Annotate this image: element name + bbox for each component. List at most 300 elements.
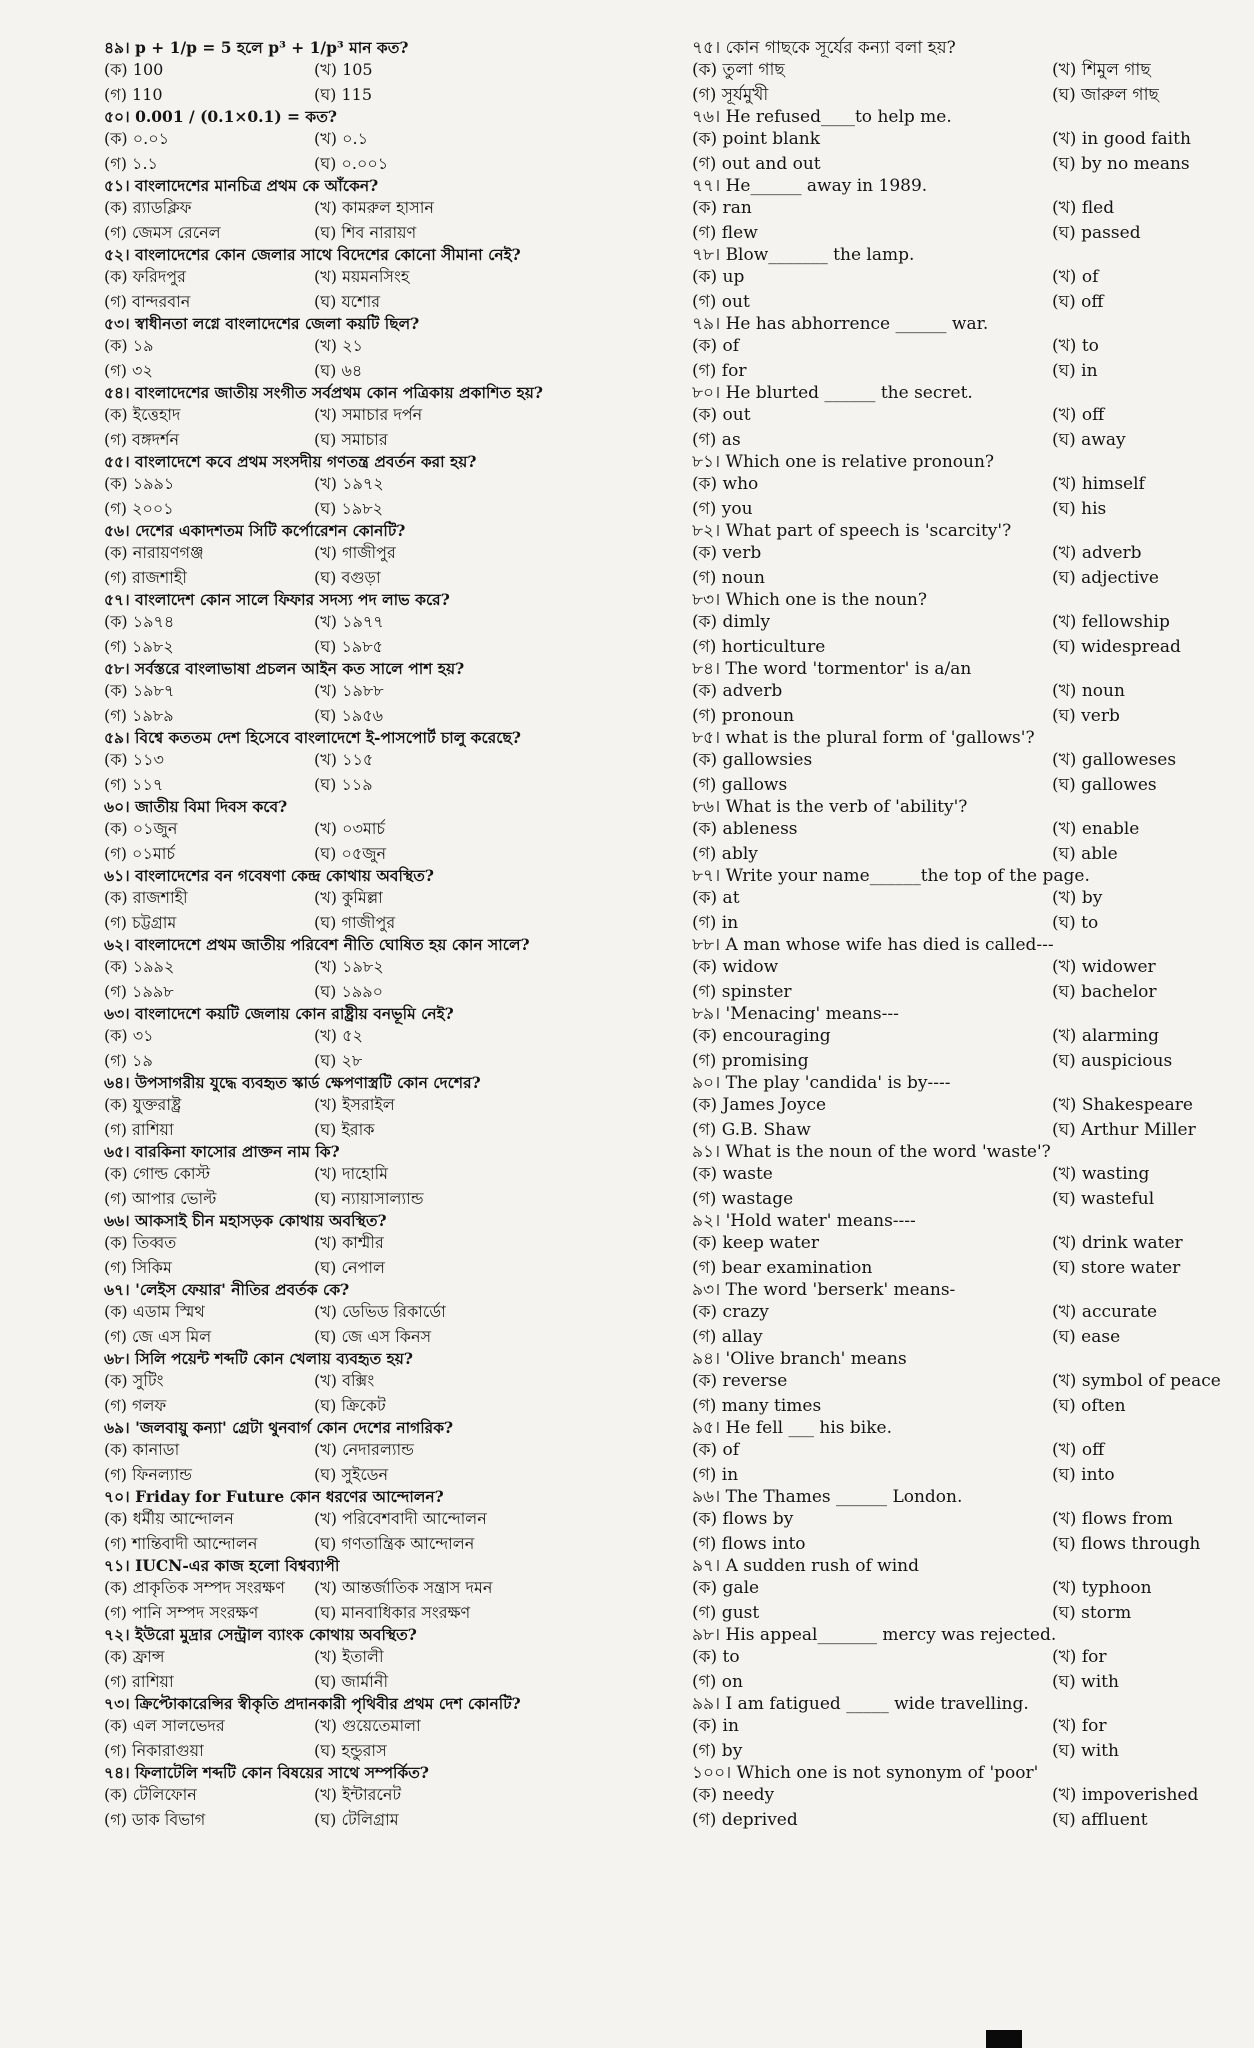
- option-text: (ঘ) ক্রিকেট: [314, 1395, 386, 1415]
- option-text: (ঘ) ease: [1052, 1326, 1121, 1347]
- question-item: [692, 935, 1212, 1004]
- options-grid: [104, 679, 684, 728]
- question-item: [104, 728, 684, 797]
- option-text: (ক) রাজশাহী: [104, 888, 188, 907]
- option-text: (ঘ) জার্মানী: [314, 1671, 389, 1691]
- question-item: [104, 1556, 684, 1625]
- options-grid: [104, 334, 684, 383]
- options-grid: [104, 1093, 684, 1142]
- option-text: (গ) ১৯৮৯: [104, 705, 174, 725]
- option-text: (ঘ) সমাচার: [314, 429, 388, 449]
- question-text: ৬১। বাংলাদেশের বন গবেষণা কেন্দ্র কোথায় অবস্থিত?: [104, 866, 434, 885]
- question-item: [104, 38, 684, 107]
- question-item: [104, 1142, 684, 1211]
- question-item: [692, 1004, 1212, 1073]
- options-grid: [104, 817, 684, 866]
- option-text: (খ) in good faith: [1052, 129, 1191, 149]
- option-text: (ঘ) ১৯৫৬: [314, 705, 384, 725]
- option-text: (ঘ) store water: [1052, 1257, 1181, 1278]
- options-grid: [104, 748, 684, 797]
- option-text: (ঘ) auspicious: [1052, 1050, 1173, 1071]
- option-text: (ঘ) টেলিগ্রাম: [314, 1809, 399, 1829]
- option-text: (ক) dimly: [692, 612, 771, 632]
- option-text: (ক) 100: [104, 60, 164, 79]
- question-item: [692, 1418, 1212, 1487]
- question-item: [104, 452, 684, 521]
- option-text: (ক) to: [692, 1647, 740, 1667]
- option-text: (খ) noun: [1052, 681, 1125, 701]
- question-item: [104, 245, 684, 314]
- option-text: (ক) যুক্তরাষ্ট্র: [104, 1095, 182, 1114]
- option-text: (ঘ) হন্ডুরাস: [314, 1740, 387, 1760]
- option-text: (ক) needy: [692, 1785, 775, 1805]
- option-text: (ঘ) his: [1052, 498, 1107, 519]
- option-text: (গ) আপার ভোল্ট: [104, 1188, 217, 1208]
- question-text: ৭৩। ক্রিপ্টোকারেন্সির স্বীকৃতি প্রদানকারী পৃথিবীর প্রথম দেশ কোনটি?: [104, 1694, 521, 1713]
- question-item: [104, 797, 684, 866]
- option-text: (গ) নিকারাগুয়া: [104, 1740, 204, 1760]
- question-text: ৫৩। স্বাধীনতা লগ্নে বাংলাদেশের জেলা কয়টি ছিল?: [104, 314, 420, 333]
- option-text: (ঘ) verb: [1052, 705, 1120, 726]
- option-text: (গ) gallows: [692, 774, 788, 795]
- options-grid: [692, 817, 1212, 866]
- question-item: [104, 1763, 684, 1832]
- option-text: (ক) ফ্রান্স: [104, 1647, 165, 1666]
- question-text: ৮৭। Write your name______the top of the page.: [692, 866, 1090, 886]
- question-text: ৪৯। p + 1/p = 5 হলে p³ + 1/p³ মান কত?: [104, 38, 409, 57]
- option-text: (খ) by: [1052, 888, 1103, 908]
- option-text: (ঘ) wasteful: [1052, 1188, 1155, 1209]
- option-text: (ক) James Joyce: [692, 1095, 827, 1115]
- option-text: (গ) in: [692, 912, 739, 933]
- option-text: (গ) gust: [692, 1602, 760, 1623]
- question-text: ৬৫। বারকিনা ফাসোর প্রাক্তন নাম কি?: [104, 1142, 340, 1161]
- question-text: ৮০। He blurted ______ the secret.: [692, 383, 973, 403]
- question-text: ৮৫। what is the plural form of 'gallows'?: [692, 728, 1035, 748]
- options-grid: [104, 127, 684, 176]
- option-text: (ঘ) ১৯৯০: [314, 981, 384, 1001]
- question-text: ৫৫। বাংলাদেশে কবে প্রথম সংসদীয় গণতন্ত্র প্রবর্তন করা হয়?: [104, 452, 477, 471]
- option-text: (ঘ) storm: [1052, 1602, 1132, 1623]
- option-text: (ঘ) adjective: [1052, 567, 1159, 588]
- question-item: [692, 1349, 1221, 1418]
- question-text: ৫০। 0.001 / (0.1×0.1) = কত?: [104, 107, 337, 126]
- option-text: (ক) গোল্ড কোস্ট: [104, 1164, 211, 1183]
- option-text: (ঘ) ১৯৮২: [314, 498, 384, 518]
- option-text: (ক) keep water: [692, 1233, 819, 1253]
- question-text: ১০০। Which one is not synonym of 'poor': [692, 1763, 1039, 1783]
- options-grid: [692, 886, 1212, 935]
- option-text: (গ) wastage: [692, 1188, 794, 1209]
- options-grid: [692, 1645, 1212, 1694]
- question-item: [692, 866, 1212, 935]
- question-item: [692, 1142, 1212, 1211]
- question-item: [692, 659, 1212, 728]
- question-item: [692, 797, 1212, 866]
- question-item: [104, 1694, 684, 1763]
- options-grid: [692, 1714, 1212, 1763]
- option-text: (খ) ইন্টারনেট: [314, 1785, 402, 1804]
- option-text: (ক) তিব্বত: [104, 1233, 177, 1252]
- option-text: (গ) spinster: [692, 981, 792, 1002]
- options-grid: [104, 1162, 684, 1211]
- question-item: [692, 1763, 1212, 1832]
- option-text: (ক) ৩১: [104, 1026, 154, 1045]
- option-text: (ঘ) গাজীপুর: [314, 912, 396, 932]
- options-grid: [104, 1231, 684, 1280]
- question-text: ৬৭। 'লেইস ফেয়ার' নীতির প্রবর্তক কে?: [104, 1280, 350, 1299]
- option-text: (ক) এল সালভেদর: [104, 1716, 225, 1735]
- question-text: ৭৫। কোন গাছকে সূর্যের কন্যা বলা হয়?: [692, 38, 956, 58]
- option-text: (গ) সিকিম: [104, 1257, 172, 1277]
- option-text: (ঘ) সুইডেন: [314, 1464, 389, 1484]
- question-item: [692, 1487, 1212, 1556]
- option-text: (ঘ) flows through: [1052, 1533, 1201, 1554]
- question-text: ৯৭। A sudden rush of wind: [692, 1556, 920, 1576]
- option-text: (খ) ০৩মার্চ: [314, 819, 386, 838]
- option-text: (ক) ফরিদপুর: [104, 267, 186, 286]
- option-text: (খ) কাশ্মীর: [314, 1233, 384, 1252]
- option-text: (ক) of: [692, 1440, 740, 1460]
- option-text: (ক) র‍্যাডক্লিফ: [104, 198, 192, 217]
- question-item: [692, 107, 1212, 176]
- option-text: (খ) fled: [1052, 198, 1115, 218]
- question-item: [104, 1073, 684, 1142]
- option-text: (গ) by: [692, 1740, 743, 1761]
- option-text: (গ) many times: [692, 1395, 822, 1416]
- option-text: (খ) ৫২: [314, 1026, 363, 1045]
- option-text: (ক) adverb: [692, 681, 783, 701]
- option-text: (খ) 105: [314, 60, 373, 79]
- question-item: [692, 1694, 1212, 1763]
- options-grid: [692, 334, 1212, 383]
- option-text: (খ) enable: [1052, 819, 1140, 839]
- option-text: (খ) গাজীপুর: [314, 543, 396, 562]
- option-text: (খ) কুমিল্লা: [314, 888, 383, 907]
- question-text: ৬০। জাতীয় বিমা দিবস কবে?: [104, 797, 288, 816]
- option-text: (খ) ১৯৮২: [314, 957, 384, 976]
- option-text: (ক) নারায়ণগঞ্জ: [104, 543, 204, 562]
- corner-mark: [986, 2030, 1022, 2048]
- options-grid: [692, 1093, 1212, 1142]
- option-text: (খ) ইতালী: [314, 1647, 384, 1666]
- option-text: (ক) at: [692, 888, 740, 908]
- option-text: (ঘ) with: [1052, 1671, 1119, 1692]
- option-text: (ঘ) 115: [314, 84, 372, 104]
- option-text: (ক) gale: [692, 1578, 760, 1598]
- option-text: (ক) of: [692, 336, 740, 356]
- question-item: [104, 1280, 684, 1349]
- question-text: ৮১। Which one is relative pronoun?: [692, 452, 995, 472]
- option-text: (খ) himself: [1052, 474, 1145, 494]
- option-text: (গ) গলফ: [104, 1395, 167, 1415]
- option-text: (ঘ) গণতান্ত্রিক আন্দোলন: [314, 1533, 475, 1553]
- option-text: (ঘ) ইরাক: [314, 1119, 375, 1139]
- question-item: [104, 1349, 684, 1418]
- options-grid: [104, 1024, 684, 1073]
- question-text: ৭৪। ফিলাটেলি শব্দটি কোন বিষয়ের সাথে সম্পর্কিত?: [104, 1763, 430, 1782]
- question-item: [104, 383, 684, 452]
- option-text: (ক) ১৯৭৪: [104, 612, 175, 631]
- options-grid: [692, 472, 1212, 521]
- option-text: (খ) ২১: [314, 336, 363, 355]
- question-text: ৬৬। আকসাই চীন মহাসড়ক কোথায় অবস্থিত?: [104, 1211, 387, 1230]
- options-grid: [692, 403, 1212, 452]
- options-grid: [692, 196, 1212, 245]
- option-text: (গ) জে এস মিল: [104, 1326, 212, 1346]
- options-grid: [692, 955, 1212, 1004]
- question-item: [104, 521, 684, 590]
- option-text: (ঘ) in: [1052, 360, 1098, 381]
- option-text: (ঘ) with: [1052, 1740, 1119, 1761]
- option-text: (ঘ) ০.০০১: [314, 153, 389, 173]
- option-text: (ক) ১৯: [104, 336, 154, 355]
- question-text: ৭৭। He______ away in 1989.: [692, 176, 928, 196]
- options-grid: [692, 610, 1212, 659]
- question-item: [104, 1625, 684, 1694]
- question-text: ৭০। Friday for Future কোন ধরণের আন্দোলন?: [104, 1487, 444, 1506]
- question-text: ৯৬। The Thames ______ London.: [692, 1487, 963, 1507]
- options-grid: [692, 748, 1212, 797]
- options-grid: [104, 58, 684, 107]
- option-text: (খ) symbol of peace: [1052, 1371, 1221, 1391]
- option-text: (ঘ) ০৫জুন: [314, 843, 387, 863]
- question-text: ৯১। What is the noun of the word 'waste'?: [692, 1142, 1051, 1162]
- options-grid: [692, 1783, 1212, 1832]
- question-item: [692, 176, 1212, 245]
- question-text: ৯০। The play 'candida' is by----: [692, 1073, 951, 1093]
- option-text: (ঘ) affluent: [1052, 1809, 1148, 1830]
- option-text: (ক) ১৯৯১: [104, 474, 175, 493]
- question-item: [692, 314, 1212, 383]
- option-text: (ক) ১১৩: [104, 750, 164, 769]
- question-item: [692, 1625, 1212, 1694]
- option-text: (ঘ) often: [1052, 1395, 1126, 1416]
- option-text: (গ) রাজশাহী: [104, 567, 187, 587]
- option-text: (ঘ) ১৯৮৫: [314, 636, 383, 656]
- option-text: (খ) ১৯৭২: [314, 474, 384, 493]
- question-item: [104, 314, 684, 383]
- option-text: (গ) flows into: [692, 1533, 806, 1554]
- option-text: (গ) ১.১: [104, 153, 158, 173]
- options-grid: [692, 1576, 1212, 1625]
- options-grid: [692, 1369, 1221, 1418]
- option-text: (গ) রাশিয়া: [104, 1119, 174, 1139]
- question-text: ৫৪। বাংলাদেশের জাতীয় সংগীত সর্বপ্রথম কোন পত্রিকায় প্রকাশিত হয়?: [104, 383, 543, 402]
- option-text: (ক) সুটিং: [104, 1371, 164, 1390]
- option-text: (গ) in: [692, 1464, 739, 1485]
- option-text: (খ) of: [1052, 267, 1099, 287]
- option-text: (ক) ableness: [692, 819, 798, 839]
- options-grid: [692, 127, 1212, 176]
- options-grid: [692, 679, 1212, 728]
- options-grid: [104, 541, 684, 590]
- option-text: (গ) বান্দরবান: [104, 291, 191, 311]
- option-text: (খ) off: [1052, 405, 1105, 425]
- option-text: (গ) noun: [692, 567, 765, 588]
- option-text: (ক) ধর্মীয় আন্দোলন: [104, 1509, 234, 1528]
- question-item: [692, 1280, 1212, 1349]
- options-grid: [104, 1714, 684, 1763]
- option-text: (ক) verb: [692, 543, 762, 563]
- question-text: ৯৪। 'Olive branch' means: [692, 1349, 907, 1369]
- question-item: [104, 107, 684, 176]
- option-text: (খ) off: [1052, 1440, 1105, 1460]
- option-text: (ঘ) able: [1052, 843, 1118, 864]
- question-item: [692, 1556, 1212, 1625]
- option-text: (ঘ) into: [1052, 1464, 1115, 1485]
- option-text: (ক) in: [692, 1716, 739, 1736]
- question-text: ৯৩। The word 'berserk' means-: [692, 1280, 956, 1300]
- question-item: [104, 176, 684, 245]
- option-text: (খ) দাহোমি: [314, 1164, 389, 1183]
- option-text: (ক) gallowsies: [692, 750, 813, 770]
- option-text: (গ) ১৯৮২: [104, 636, 174, 656]
- option-text: (খ) বক্সিং: [314, 1371, 375, 1390]
- option-text: (গ) on: [692, 1671, 743, 1692]
- option-text: (গ) ১১৭: [104, 774, 164, 794]
- option-text: (খ) সমাচার দর্পন: [314, 405, 423, 424]
- option-text: (ক) flows by: [692, 1509, 794, 1529]
- option-text: (খ) পরিবেশবাদী আন্দোলন: [314, 1509, 487, 1528]
- option-text: (গ) G.B. Shaw: [692, 1119, 811, 1140]
- option-text: (ঘ) to: [1052, 912, 1099, 933]
- option-text: (ক) প্রাকৃতিক সম্পদ সংরক্ষণ: [104, 1578, 285, 1597]
- options-grid: [104, 955, 684, 1004]
- question-text: ৬৩। বাংলাদেশে কয়টি জেলায় কোন রাষ্ট্রীয় বনভূমি নেই?: [104, 1004, 454, 1023]
- option-text: (ক) ইত্তেহাদ: [104, 405, 181, 424]
- option-text: (খ) typhoon: [1052, 1578, 1152, 1598]
- question-item: [692, 38, 1212, 107]
- options-grid: [104, 1576, 684, 1625]
- question-text: ৭৮। Blow_______ the lamp.: [692, 245, 915, 265]
- option-text: (খ) alarming: [1052, 1026, 1160, 1046]
- options-grid: [692, 1162, 1212, 1211]
- option-text: (গ) ফিনল্যান্ড: [104, 1464, 192, 1484]
- option-text: (গ) ৩২: [104, 360, 153, 380]
- option-text: (খ) শিমুল গাছ: [1052, 60, 1151, 80]
- option-text: (গ) as: [692, 429, 741, 450]
- option-text: (গ) রাশিয়া: [104, 1671, 174, 1691]
- question-item: [104, 1487, 684, 1556]
- question-item: [692, 521, 1212, 590]
- option-text: (ক) widow: [692, 957, 779, 977]
- option-text: (ক) ran: [692, 198, 752, 218]
- option-text: (গ) বঙ্গদর্শন: [104, 429, 179, 449]
- question-item: [692, 1073, 1212, 1142]
- right-column: [692, 38, 1221, 1832]
- option-text: (ঘ) মানবাধিকার সংরক্ষণ: [314, 1602, 471, 1622]
- question-text: ৬৯। 'জলবায়ু কন্যা' গ্রেটা থুনবার্গ কোন দেশের নাগরিক?: [104, 1418, 454, 1437]
- options-grid: [692, 1438, 1212, 1487]
- option-text: (খ) widower: [1052, 957, 1156, 977]
- option-text: (খ) for: [1052, 1647, 1107, 1667]
- option-text: (গ) ২০০১: [104, 498, 174, 518]
- option-text: (খ) গুয়েতেমালা: [314, 1716, 421, 1735]
- option-text: (গ) ১৯: [104, 1050, 153, 1070]
- option-text: (খ) Shakespeare: [1052, 1095, 1193, 1115]
- options-grid: [104, 196, 684, 245]
- question-text: ৯৯। I am fatigued _____ wide travelling.: [692, 1694, 1029, 1714]
- options-grid: [104, 1507, 684, 1556]
- options-grid: [104, 610, 684, 659]
- option-text: (গ) সূর্যমুখী: [692, 84, 769, 105]
- question-text: ৫৬। দেশের একাদশতম সিটি কর্পোরেশন কোনটি?: [104, 521, 406, 540]
- option-text: (ক) ১৯৯২: [104, 957, 175, 976]
- option-text: (ঘ) ১১৯: [314, 774, 373, 794]
- option-text: (গ) deprived: [692, 1809, 798, 1830]
- option-text: (গ) ডাক বিভাগ: [104, 1809, 206, 1829]
- option-text: (ঘ) ন্যায়াসাল্যান্ড: [314, 1188, 424, 1208]
- question-item: [104, 590, 684, 659]
- option-text: (ঘ) জে এস কিনস: [314, 1326, 432, 1346]
- option-text: (খ) wasting: [1052, 1164, 1150, 1184]
- option-text: (ঘ) ২৮: [314, 1050, 363, 1070]
- question-text: ৫২। বাংলাদেশের কোন জেলার সাথে বিদেশের কোনো সীমানা নেই?: [104, 245, 521, 264]
- option-text: (ক) up: [692, 267, 745, 287]
- option-text: (ক) ০.০১: [104, 129, 170, 148]
- option-text: (ঘ) off: [1052, 291, 1104, 312]
- option-text: (গ) ০১মার্চ: [104, 843, 176, 863]
- question-item: [104, 866, 684, 935]
- left-column: [104, 38, 684, 1832]
- option-text: (খ) ১৯৭৭: [314, 612, 384, 631]
- question-text: ৭৬। He refused____to help me.: [692, 107, 952, 127]
- question-text: ৭২। ইউরো মুদ্রার সেন্ট্রাল ব্যাংক কোথায় অবস্থিত?: [104, 1625, 417, 1644]
- option-text: (খ) accurate: [1052, 1302, 1158, 1322]
- option-text: (গ) out and out: [692, 153, 821, 174]
- option-text: (ঘ) by no means: [1052, 153, 1190, 174]
- option-text: (খ) ময়মনসিংহ: [314, 267, 410, 286]
- options-grid: [692, 1507, 1212, 1556]
- option-text: (গ) you: [692, 498, 753, 519]
- option-text: (ঘ) যশোর: [314, 291, 381, 311]
- option-text: (ঘ) জারুল গাছ: [1052, 84, 1159, 105]
- question-text: ৯২। 'Hold water' means----: [692, 1211, 916, 1231]
- question-item: [692, 728, 1212, 797]
- options-grid: [104, 1300, 684, 1349]
- option-text: (গ) পানি সম্পদ সংরক্ষণ: [104, 1602, 259, 1622]
- question-text: ৭১। IUCN-এর কাজ হলো বিশ্বব্যাপী: [104, 1556, 340, 1575]
- option-text: (খ) for: [1052, 1716, 1107, 1736]
- option-text: (গ) promising: [692, 1050, 809, 1071]
- option-text: (গ) জেমস রেনেল: [104, 222, 221, 242]
- option-text: (খ) ইসরাইল: [314, 1095, 395, 1114]
- question-text: ৮৬। What is the verb of 'ability'?: [692, 797, 968, 817]
- option-text: (ঘ) নেপাল: [314, 1257, 385, 1277]
- option-text: (ঘ) শিব নারায়ণ: [314, 222, 417, 242]
- question-text: ৭৯। He has abhorrence ______ war.: [692, 314, 989, 334]
- question-text: ৮২। What part of speech is 'scarcity'?: [692, 521, 1012, 541]
- question-text: ৬২। বাংলাদেশে প্রথম জাতীয় পরিবেশ নীতি ঘোষিত হয় কোন সালে?: [104, 935, 530, 954]
- option-text: (গ) allay: [692, 1326, 763, 1347]
- question-text: ৮৪। The word 'tormentor' is a/an: [692, 659, 972, 679]
- options-grid: [692, 58, 1212, 107]
- question-item: [692, 590, 1212, 659]
- option-text: (গ) শান্তিবাদী আন্দোলন: [104, 1533, 258, 1553]
- question-item: [692, 245, 1212, 314]
- option-text: (খ) fellowship: [1052, 612, 1170, 632]
- options-grid: [104, 1645, 684, 1694]
- option-text: (ঘ) Arthur Miller: [1052, 1119, 1196, 1140]
- question-item: [692, 1211, 1212, 1280]
- question-item: [104, 935, 684, 1004]
- question-item: [104, 1004, 684, 1073]
- question-text: ৬৮। সিলি পয়েন্ট শব্দটি কোন খেলায় ব্যবহৃত হয়?: [104, 1349, 413, 1368]
- options-grid: [104, 472, 684, 521]
- options-grid: [692, 265, 1212, 314]
- question-text: ৮৮। A man whose wife has died is called---: [692, 935, 1054, 955]
